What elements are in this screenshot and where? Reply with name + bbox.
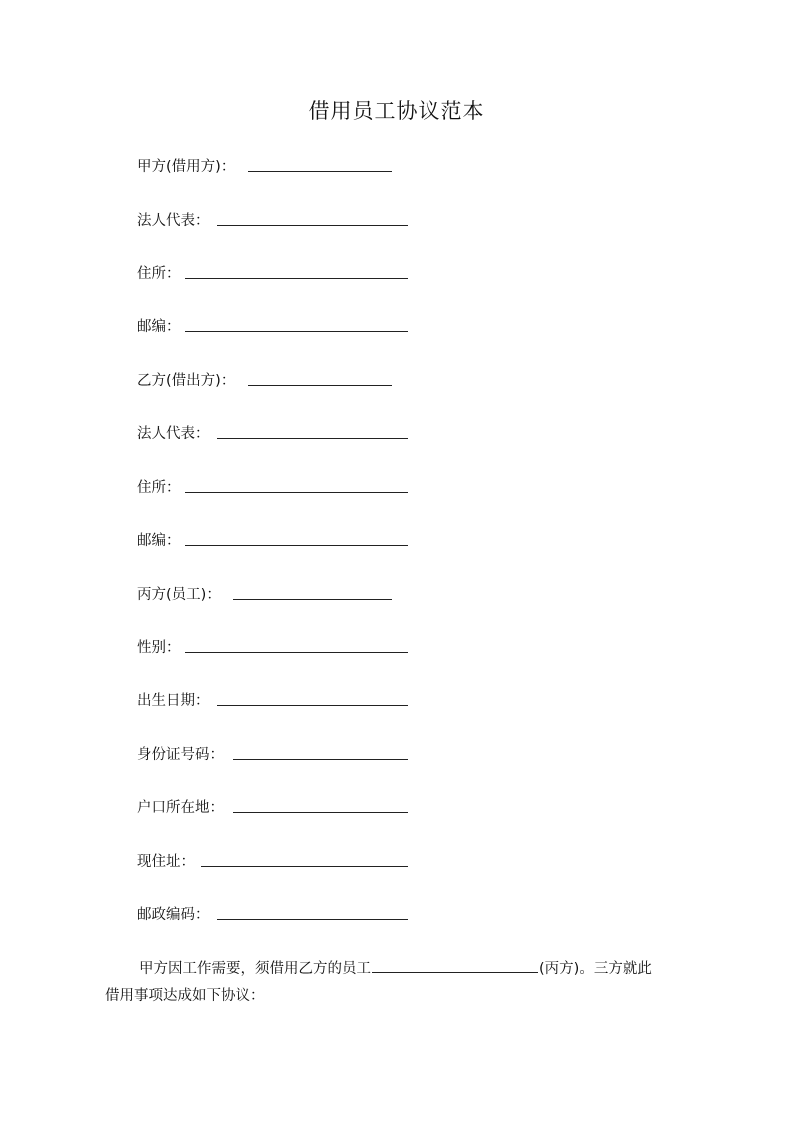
field-label: 法人代表： <box>137 213 210 229</box>
field-party-a-address <box>137 263 181 285</box>
field-current-address <box>137 851 195 873</box>
field-birth-date <box>137 690 210 712</box>
field-label: 邮政编码： <box>137 907 210 923</box>
fill-in-blank[interactable] <box>217 438 408 439</box>
field-label: 身份证号码： <box>137 747 224 763</box>
fill-in-blank[interactable] <box>185 652 408 653</box>
fill-in-blank[interactable] <box>248 385 392 386</box>
fill-in-blank[interactable] <box>233 812 408 813</box>
fill-in-blank[interactable] <box>201 866 408 867</box>
field-party-c <box>137 584 221 606</box>
field-party-a <box>137 156 235 178</box>
field-party-a-legal-rep <box>137 210 210 232</box>
field-label: 法人代表： <box>137 426 210 442</box>
field-label: 现住址： <box>137 854 195 870</box>
fill-in-blank[interactable] <box>185 331 408 332</box>
paragraph-line: 借用事项达成如下协议： <box>105 988 265 1004</box>
field-household-registration <box>137 797 224 819</box>
fill-in-blank[interactable] <box>217 225 408 226</box>
paragraph-text: (丙方)。三方就此 <box>539 961 652 977</box>
field-label: 户口所在地： <box>137 800 224 816</box>
field-party-a-postcode <box>137 316 181 338</box>
document-title: 借用员工协议范本 <box>308 99 485 123</box>
field-label: 甲方(借用方)： <box>137 159 236 175</box>
agreement-intro-paragraph <box>105 956 705 1010</box>
fill-in-blank[interactable] <box>248 171 392 172</box>
fill-in-blank[interactable] <box>217 919 408 920</box>
field-label: 邮编： <box>137 533 181 549</box>
fill-in-blank[interactable] <box>217 705 408 706</box>
employee-name-blank[interactable] <box>372 957 538 973</box>
field-label: 邮编： <box>137 319 181 335</box>
fill-in-blank[interactable] <box>233 759 408 760</box>
fill-in-blank[interactable] <box>185 278 408 279</box>
field-party-b-postcode <box>137 530 181 552</box>
field-gender <box>137 637 181 659</box>
field-party-b-address <box>137 477 181 499</box>
field-postal-code <box>137 904 210 926</box>
field-label: 住所： <box>137 266 181 282</box>
field-label: 性别： <box>137 640 181 656</box>
field-id-number <box>137 744 224 766</box>
field-label: 住所： <box>137 480 181 496</box>
fill-in-blank[interactable] <box>185 545 408 546</box>
field-label: 出生日期： <box>137 693 210 709</box>
paragraph-text: 甲方因工作需要，须借用乙方的员工 <box>139 961 371 977</box>
field-label: 乙方(借出方)： <box>137 373 236 389</box>
field-party-b <box>137 370 235 392</box>
paragraph-line <box>105 956 705 983</box>
fill-in-blank[interactable] <box>233 599 392 600</box>
field-party-b-legal-rep <box>137 423 210 445</box>
field-label: 丙方(员工)： <box>137 587 221 603</box>
fill-in-blank[interactable] <box>185 492 408 493</box>
